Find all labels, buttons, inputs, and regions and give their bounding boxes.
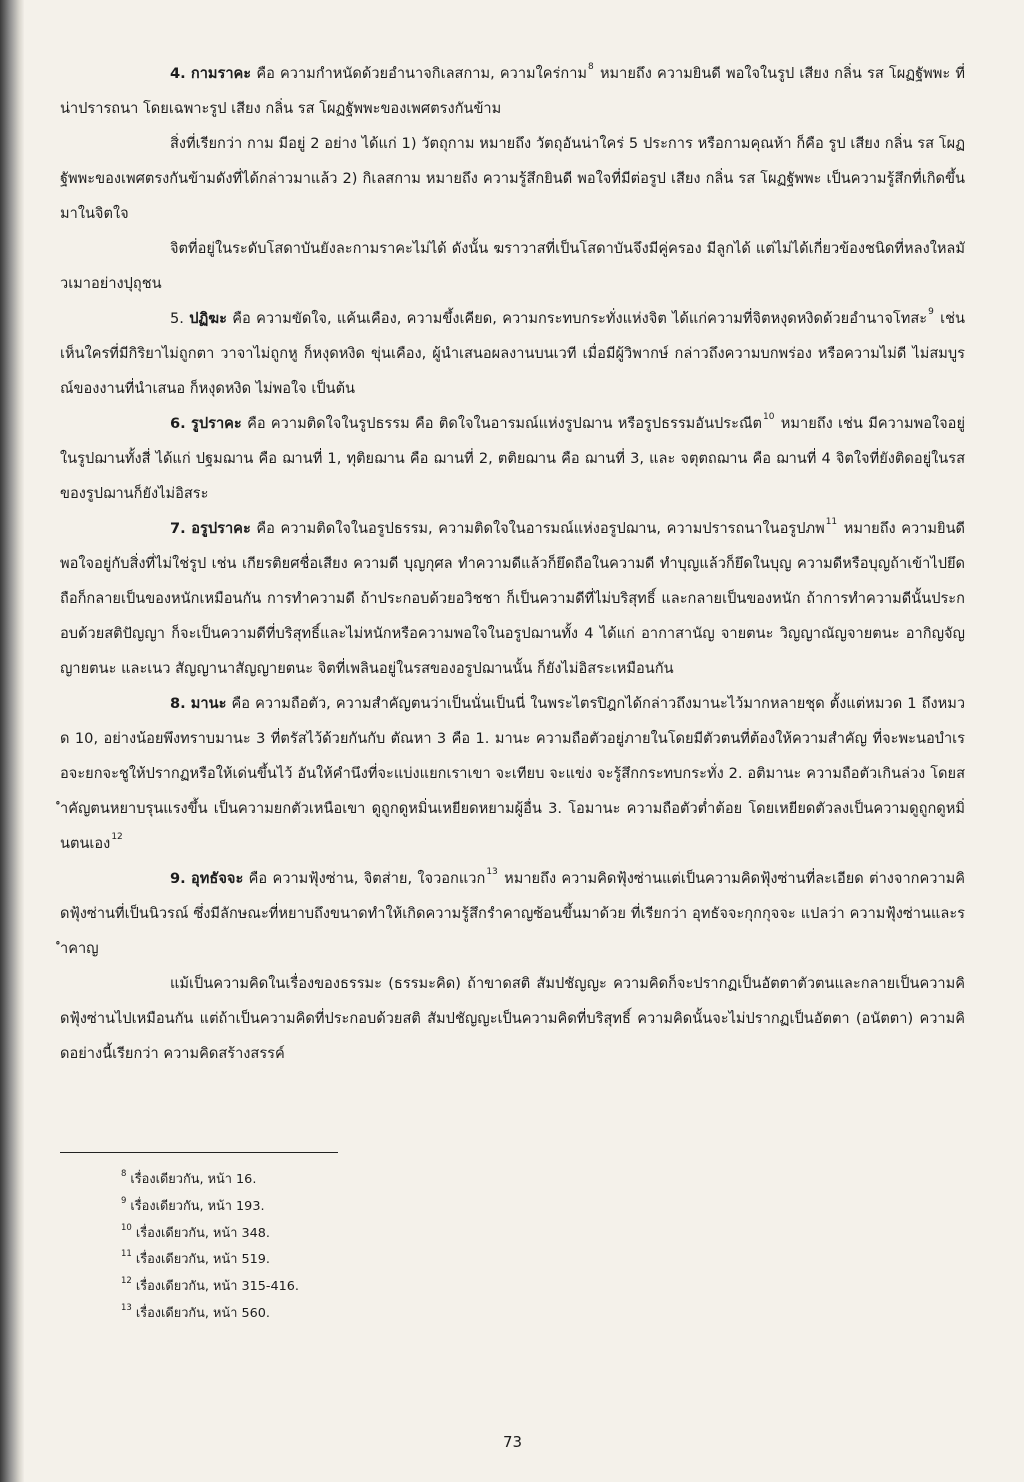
footnote-text: เรื่องเดียวกัน, หน้า 315-416.: [135, 1279, 299, 1295]
definition-text: คือ ความฟุ้งซ่าน, จิตส่าย, ใจวอกแวก: [248, 870, 486, 887]
footnote-text: เรื่องเดียวกัน, หน้า 348.: [135, 1225, 270, 1241]
item-number: 4.: [170, 65, 186, 82]
footnote-ref[interactable]: 10: [763, 412, 775, 422]
paragraph-kamaraka: [60, 56, 965, 126]
term-kamaraka: กามราคะ: [190, 65, 252, 82]
term-mana: มานะ: [190, 695, 227, 712]
footnotes: [120, 1167, 720, 1328]
item-number: 7.: [170, 520, 186, 537]
footnote-text: เรื่องเดียวกัน, หน้า 519.: [135, 1252, 270, 1268]
footnote-number: 8: [121, 1169, 127, 1179]
page-number: 73: [502, 1433, 523, 1451]
definition-text: คือ ความกำหนัดด้วยอำนาจกิเลสกาม, ความใคร่กาม: [256, 65, 588, 82]
term-arupa-raga: อรูปราคะ: [191, 520, 251, 537]
paragraph-patigha: [60, 301, 965, 406]
paragraph-kama-types: สิ่งที่เรียกว่า กาม มีอยู่ 2 อย่าง ได้แก่ 1) วัตถุกาม หมายถึง วัตถุอันน่าใคร่ 5 ประการ หรือกามคุณห้า ก็คือ รูป เสียง กลิ่น รส โผฏฐัพพะของเพศตรงกันข้ามดังที่ได้กล่าวมาแล้ว 2) กิเลสกาม หมายถึง ความรู้สึกยินดี พอใจที่มีต่อรูป เสียง กลิ่น รส โผฏฐัพพะ เป็นความรู้สึกที่เกิดขึ้นมาในจิตใจ: [60, 135, 965, 222]
term-patigha: ปฏิฆะ: [189, 310, 227, 327]
term-rupa-raga: รูปราคะ: [191, 415, 242, 432]
footnote-separator: [60, 1152, 338, 1153]
footnote-item: [120, 1247, 720, 1274]
page-body: [60, 56, 965, 1456]
footnote-number: 10: [121, 1222, 132, 1233]
footnote-item: [120, 1274, 720, 1301]
footnote-text: เรื่องเดียวกัน, หน้า 193.: [130, 1198, 265, 1214]
footnote-item: [120, 1221, 720, 1248]
footnote-number: 11: [121, 1249, 132, 1260]
definition-text: หมายถึง ความยินดี พอใจในรูป เสียง กลิ่น รส โผฏฐัพพะ ที่น่าปรารถนา โดยเฉพาะรูป เสียง กลิ่น รส โผฏฐัพพะของเพศตรงกันข้าม: [60, 65, 966, 117]
definition-text: หมายถึง ความคิดฟุ้งซ่านแต่เป็นความคิดฟุ้งซ่านที่ละเอียด ต่างจากความคิดฟุ้งซ่านที่เป็นนิวรณ์ ซึ่งมีลักษณะที่หยาบถึงขนาดทำให้เกิดความรู้สึกรำคาญซ้อนขึ้นมาด้วย ที่เรียกว่า อุทธัจจะกุกกุจจะ แปลว่า ความฟุ้งซ่านและรำคาญ: [60, 870, 966, 957]
definition-text: คือ ความติดใจในอรูปธรรม, ความติดใจในอารมณ์แห่งอรูปฌาน, ความปรารถนาในอรูปภพ: [256, 520, 825, 537]
item-number: 8.: [170, 695, 186, 712]
footnote-ref[interactable]: 12: [111, 832, 123, 842]
footnote-item: [120, 1194, 720, 1221]
footnote-number: 9: [121, 1195, 127, 1206]
definition-text: คือ ความขัดใจ, แค้นเคือง, ความขึ้งเคียด, ความกระทบกระทั่งแห่งจิต ได้แก่ความที่จิตหงุดหงิดด้วยอำนาจโทสะ: [232, 310, 928, 327]
footnote-ref[interactable]: 8: [588, 62, 594, 72]
paragraph-rupa-raga: [60, 406, 965, 511]
item-number: 6.: [170, 415, 186, 432]
footnote-number: 13: [121, 1302, 132, 1313]
footnote-item: [120, 1167, 720, 1194]
definition-text: คือ ความติดใจในรูปธรรม คือ ติดใจในอารมณ์แห่งรูปฌาน หรือรูปธรรมอันประณีต: [247, 415, 763, 432]
footnote-text: เรื่องเดียวกัน, หน้า 560.: [135, 1305, 270, 1321]
definition-text: เช่น เห็นใครที่มีกิริยาไม่ถูกตา วาจาไม่ถูกหู ก็หงุดหงิด ขุ่นเคือง, ผู้นำเสนอผลงานบนเวที เมื่อมีผู้วิพากษ์ กล่าวถึงความบกพร่อง หรือความไม่ดี ไม่สมบูรณ์ของงานที่นำเสนอ ก็หงุดหงิด ไม่พอใจ เป็นต้น: [60, 310, 966, 397]
item-number: 5.: [170, 310, 184, 327]
definition-text: หมายถึง เช่น มีความพอใจอยู่ในรูปฌานทั้งสี่ ได้แก่ ปฐมฌาน คือ ฌานที่ 1, ทุติยฌาน คือ ฌานที่ 2, ตติยฌาน คือ ฌานที่ 3, และ จตุตถฌาน คือ ฌานที่ 4 จิตใจที่ยังติดอยู่ในรสของรูปฌานก็ยังไม่อิสระ: [60, 415, 965, 502]
paragraph-uddhacca: [60, 861, 965, 966]
paragraph-sotapanna: จิตที่อยู่ในระดับโสดาบันยังละกามราคะไม่ได้ ดังนั้น ฆราวาสที่เป็นโสดาบันจึงมีคู่ครอง มีลูกได้ แต่ไม่ได้เกี่ยวข้องชนิดที่หลงใหลมัวเมาอย่างปุถุชน: [60, 240, 965, 292]
footnote-number: 12: [121, 1276, 132, 1287]
definition-text: คือ ความถือตัว, ความสำคัญตนว่าเป็นนั่นเป็นนี่ ในพระไตรปิฎกได้กล่าวถึงมานะไว้มากหลายชุด ตั้งแต่หมวด 1 ถึงหมวด 10, อย่างน้อยพึงทราบมานะ 3 ที่ตรัสไว้ด้วยกันกับ ตัณหา 3 คือ 1. มานะ ความถือตัวอยู่ภายในโดยมีตัวตนที่ต้องให้ความสำคัญ ที่จะพะนอบำเรอจะยกจะชูให้ปรากฏหรือให้เด่นขึ้นไว้ อันให้คำนึงที่จะแบ่งแยกเราเขา จะเทียบ จะแข่ง จะรู้สึกกระทบกระทั่ง 2. อติมานะ ความถือตัวเกินล่วง โดยสำคัญตนหยาบรุนแรงขึ้น เป็นความยกตัวเหนือเขา ดูถูกดูหมิ่นเหยียดหยามผู้อื่น 3. โอมานะ ความถือตัวต่ำต้อย โดยเหยียดตัวลงเป็นความดูถูกดูหมิ่นตนเอง: [60, 695, 966, 852]
paragraph-creative-thinking: แม้เป็นความคิดในเรื่องของธรรมะ (ธรรมะคิด) ถ้าขาดสติ สัมปชัญญะ ความคิดก็จะปรากฏเป็นอัตตาตัวตนและกลายเป็นความคิดฟุ้งซ่านไปเหมือนกัน แต่ถ้าเป็นความคิดที่ประกอบด้วยสติ สัมปชัญญะเป็นความคิดที่บริสุทธิ์ ความคิดนั้นจะไม่ปรากฏเป็นอัตตา (อนัตตา) ความคิดอย่างนี้เรียกว่า ความคิดสร้างสรรค์: [60, 975, 965, 1062]
item-number: 9.: [170, 870, 186, 887]
footnote-text: เรื่องเดียวกัน, หน้า 16.: [130, 1172, 257, 1187]
paragraph-mana: [60, 686, 965, 861]
book-spine-shadow: [0, 0, 24, 1482]
footnote-ref[interactable]: 9: [928, 307, 934, 317]
footnote-item: [120, 1301, 720, 1328]
footnote-ref[interactable]: 11: [825, 517, 838, 527]
footnote-ref[interactable]: 13: [486, 867, 498, 877]
definition-text: หมายถึง ความยินดี พอใจอยู่กับสิ่งที่ไม่ใช่รูป เช่น เกียรติยศชื่อเสียง ความดี บุญกุศล ทำความดีแล้วก็ยึดถือในความดี ทำบุญแล้วก็ยึดในบุญ ความดีหรือบุญถ้าเข้าไปยึดถือก็กลายเป็นของหนักเหมือนกัน การทำความดี ถ้าประกอบด้วยอวิชชา ก็เป็นความดีที่ไม่บริสุทธิ์ และกลายเป็นของหนัก ถ้าการทำความดีนั้นประกอบด้วยสติปัญญา ก็จะเป็นความดีที่บริสุทธิ์และไม่หนักหรือความพอใจในอรูปฌานทั้ง 4 ได้แก่ อากาสานัญ จายตนะ วิญญาณัญจายตนะ อากิญจัญญายตนะ และเนว สัญญานาสัญญายตนะ จิตที่เพลินอยู่ในรสของอรูปฌานนั้น ก็ยังไม่อิสระเหมือนกัน: [60, 520, 966, 677]
paragraph-arupa-raga: [60, 511, 965, 686]
term-uddhacca: อุทธัจจะ: [191, 870, 244, 887]
